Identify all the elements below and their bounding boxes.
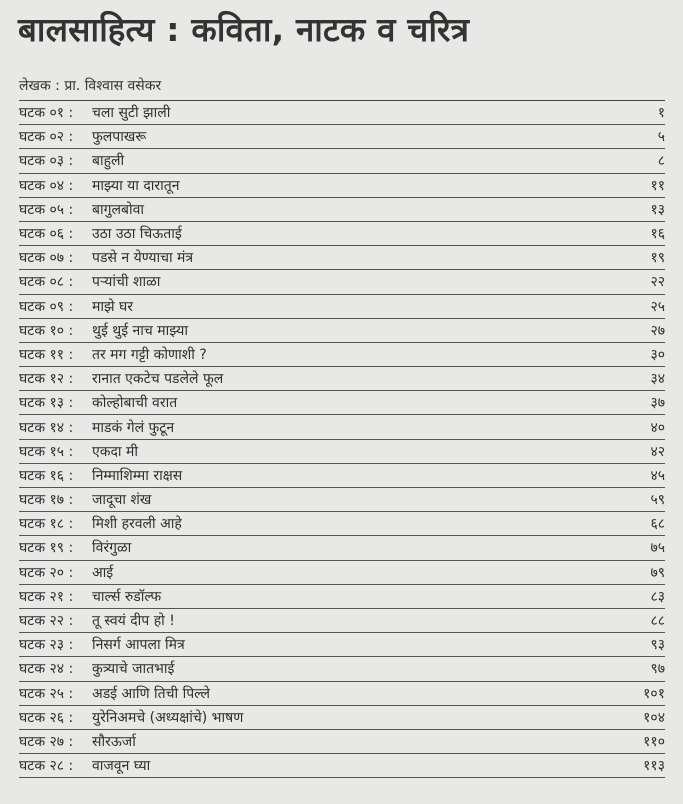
chapter-title: माझे घर [92,298,134,315]
toc-row [19,706,665,730]
chapter-number: घटक ०३ : [19,153,74,170]
chapter-title: निसर्ग आपला मित्र [92,637,185,654]
chapter-title: माझ्या या दारातून [92,177,180,194]
chapter-title: मिशी हरवली आहे [92,516,182,533]
toc-row [19,246,665,270]
page-number: ७५ [650,540,665,557]
toc-row [19,730,665,754]
page-number: ८८ [650,613,665,630]
toc-row [19,585,665,609]
chapter-number: घटक २७ : [19,733,74,750]
page-number: ५९ [650,492,665,509]
chapter-number: घटक २१ : [19,588,74,605]
toc-row [19,561,665,585]
chapter-number: घटक २३ : [19,637,74,654]
chapter-number: घटक १० : [19,322,74,339]
chapter-title: तर मग गट्टी कोणाशी ? [92,346,207,363]
page-number: ४५ [650,467,665,484]
chapter-title: युरेनिअमचे (अध्यक्षांचे) भाषण [92,709,244,726]
chapter-number: घटक १५ : [19,443,74,460]
chapter-number: घटक १९ : [19,540,74,557]
chapter-title: विरंगुळा [92,540,132,557]
chapter-number: घटक २० : [19,564,74,581]
page-number: १०१ [643,685,665,702]
toc-row [19,536,665,560]
toc-row [19,101,665,125]
chapter-number: घटक ०७ : [19,250,74,267]
page-number: १९ [650,250,665,267]
chapter-number: घटक २५ : [19,685,74,702]
page-title: बालसाहित्य : कविता, नाटक व चरित्र [18,10,470,49]
toc-row [19,512,665,536]
page-number: ११ [650,177,665,194]
chapter-number: घटक १४ : [19,419,74,436]
page-number: ३७ [650,395,665,412]
toc-row [19,367,665,391]
toc-row [19,464,665,488]
table-of-contents [19,100,665,778]
chapter-title: तू स्वयं दीप हो ! [92,613,175,630]
toc-row [19,319,665,343]
chapter-number: घटक २२ : [19,613,74,630]
page-number: ३० [650,346,665,363]
chapter-number: घटक १२ : [19,371,74,388]
chapter-title: निम्माशिम्मा राक्षस [92,467,183,484]
toc-row [19,609,665,633]
toc-row [19,198,665,222]
page-number: ८ [657,153,665,170]
chapter-number: घटक ०५ : [19,201,74,218]
page-number: २५ [650,298,665,315]
toc-row [19,488,665,512]
page-number: २७ [650,322,665,339]
toc-row [19,754,665,778]
page-number: ११० [643,733,665,750]
chapter-number: घटक ०८ : [19,274,74,291]
toc-row [19,295,665,319]
chapter-title: बाहुली [92,153,125,170]
toc-row [19,270,665,294]
chapter-title: सौरऊर्जा [92,733,136,750]
page-number: ६८ [650,516,665,533]
toc-row [19,415,665,439]
page-number: ८३ [650,588,665,605]
toc-row [19,682,665,706]
toc-row [19,391,665,415]
page-number: ७९ [650,564,665,581]
page-number: १ [657,105,665,122]
chapter-number: घटक १८ : [19,516,74,533]
toc-row [19,633,665,657]
page-number: ४२ [650,443,665,460]
chapter-number: घटक १६ : [19,467,74,484]
chapter-number: घटक २४ : [19,661,74,678]
chapter-number: घटक १३ : [19,395,74,412]
author-line: लेखक : प्रा. विश्वास वसेकर [19,78,162,94]
page-number: २२ [650,274,665,291]
page-number: ११३ [643,758,665,775]
chapter-number: घटक १७ : [19,492,74,509]
chapter-title: थुई थुई नाच माझ्या [92,322,188,339]
chapter-title: चला सुटी झाली [92,105,171,122]
chapter-number: घटक ११ : [19,346,74,363]
chapter-number: घटक २६ : [19,709,74,726]
toc-row [19,149,665,173]
page-number: १३ [650,201,665,218]
page-number: ४० [650,419,665,436]
chapter-title: जादूचा शंख [92,492,152,509]
chapter-title: फुलपाखरू [92,129,147,146]
chapter-title: पऱ्यांची शाळा [92,274,161,291]
page-number: ३४ [650,371,665,388]
chapter-title: आई [92,564,114,581]
toc-row [19,343,665,367]
page-number: १०४ [643,709,665,726]
toc-row [19,657,665,681]
toc-row [19,125,665,149]
page-number: ९३ [650,637,665,654]
chapter-title: कुत्र्याचे जातभाई [92,661,175,678]
chapter-title: माडकं गेलं फुटून [92,419,175,436]
chapter-title: उठा उठा चिऊताई [92,226,182,243]
chapter-number: घटक ०२ : [19,129,74,146]
chapter-number: घटक २८ : [19,758,74,775]
chapter-number: घटक ०६ : [19,226,74,243]
chapter-number: घटक ०४ : [19,177,74,194]
toc-row [19,174,665,198]
chapter-number: घटक ०१ : [19,105,74,122]
page-number: ५ [657,129,665,146]
toc-row [19,222,665,246]
toc-row [19,440,665,464]
chapter-title: एकदा मी [92,443,139,460]
chapter-title: रानात एकटेच पडलेले फूल [92,371,224,388]
chapter-title: बागुलबोवा [92,201,145,218]
chapter-title: अडई आणि तिची पिल्ले [92,685,210,702]
chapter-title: वाजवून घ्या [92,758,151,775]
page-number: ९७ [650,661,665,678]
chapter-title: पडसे न येण्याचा मंत्र [92,250,194,267]
chapter-title: चार्ल्स रुडॉल्फ [92,588,162,605]
page-number: १६ [650,226,665,243]
chapter-title: कोल्होबाची वरात [92,395,178,412]
chapter-number: घटक ०९ : [19,298,74,315]
